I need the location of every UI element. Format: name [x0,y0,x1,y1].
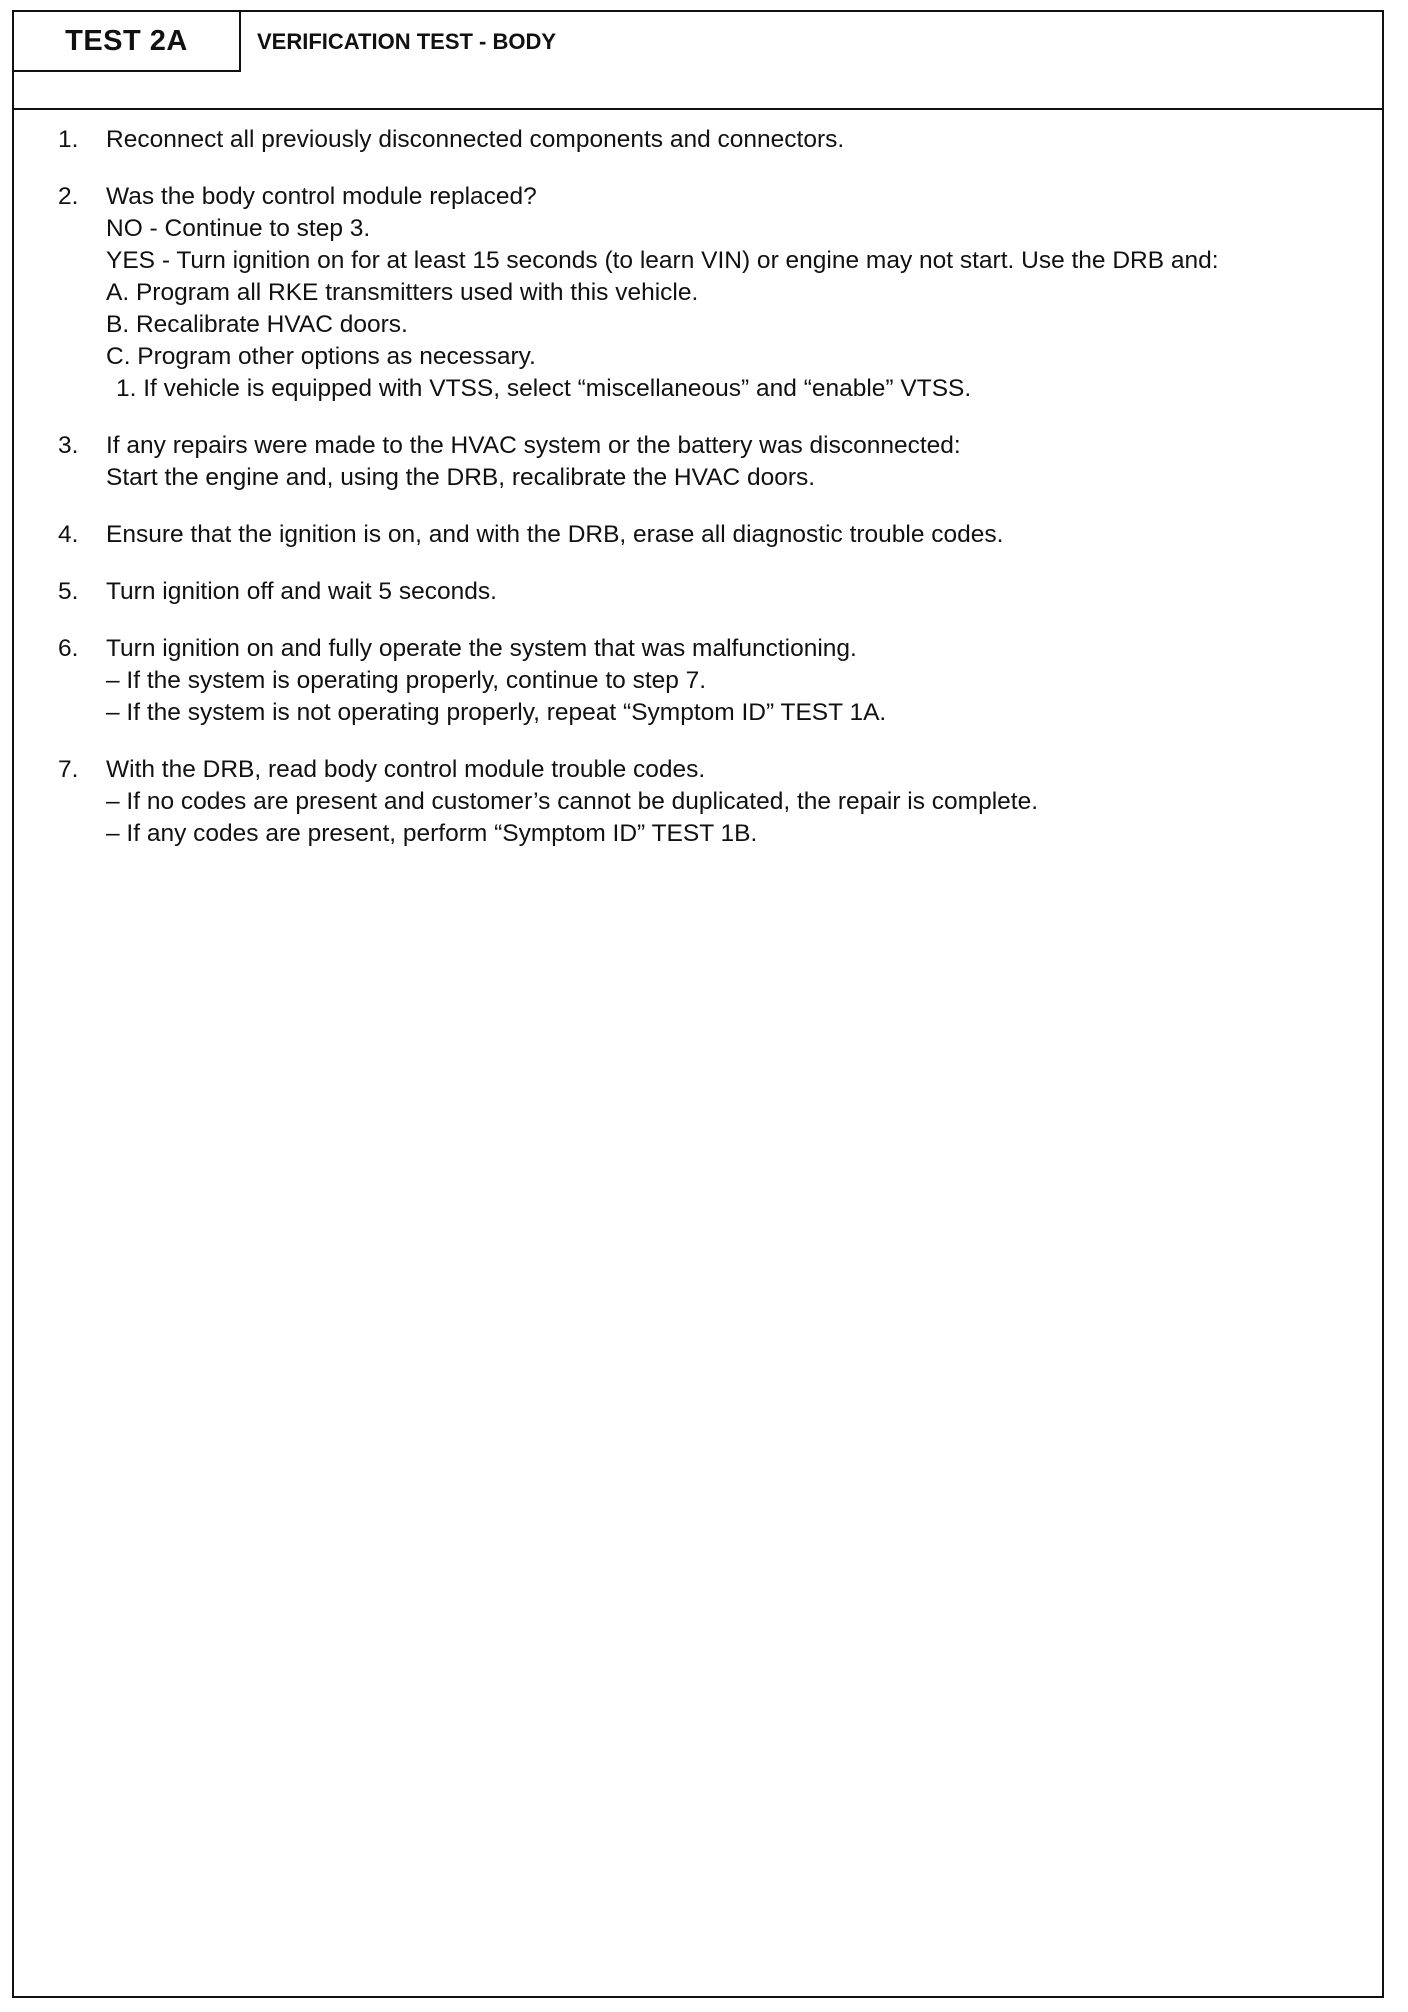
substep-a: A. Program all RKE transmitters used with this vehicle. [106,279,699,306]
step-number: 6. [58,635,79,662]
step-text: Ensure that the ignition is on, and with the DRB, erase all diagnostic trouble codes. [106,521,1004,548]
step-number: 1. [58,126,79,153]
step-text: Reconnect all previously disconnected components and connectors. [106,126,845,153]
step-7 [14,754,1382,850]
step-4 [14,519,1382,551]
yes-branch: YES - Turn ignition on for at least 15 seconds (to learn VIN) or engine may not start. Use the DRB and: [106,247,1219,274]
step-text: Turn ignition on and fully operate the system that was malfunctioning. [106,635,857,662]
bullet-item: – If any codes are present, perform “Symptom ID” TEST 1B. [106,820,758,847]
step-text-line-1: If any repairs were made to the HVAC system or the battery was disconnected: [106,432,961,459]
nested-substep: 1. If vehicle is equipped with VTSS, select “miscellaneous” and “enable” VTSS. [116,375,972,402]
step-1 [14,124,1382,156]
step-6 [14,633,1382,729]
step-text: With the DRB, read body control module trouble codes. [106,756,706,783]
step-2 [14,181,1382,405]
step-text-line-2: Start the engine and, using the DRB, recalibrate the HVAC doors. [106,464,816,491]
step-number: 2. [58,183,79,210]
substep-b: B. Recalibrate HVAC doors. [106,311,408,338]
bullet-item: – If the system is not operating properly, repeat “Symptom ID” TEST 1A. [106,699,887,726]
step-5 [14,576,1382,608]
test-header [14,12,1382,110]
step-number: 5. [58,578,79,605]
substep-c: C. Program other options as necessary. [106,343,536,370]
document-frame [12,10,1384,1998]
test-title: VERIFICATION TEST - BODY [257,29,557,54]
no-branch: NO - Continue to step 3. [106,215,371,242]
step-text: Was the body control module replaced? [106,183,537,210]
step-3 [14,430,1382,494]
bullet-item: – If the system is operating properly, continue to step 7. [106,667,707,694]
step-number: 4. [58,521,79,548]
step-number: 3. [58,432,79,459]
procedure-steps [14,124,1382,875]
bullet-item: – If no codes are present and customer’s cannot be duplicated, the repair is complete. [106,788,1039,815]
step-text: Turn ignition off and wait 5 seconds. [106,578,497,605]
step-number: 7. [58,756,79,783]
test-id-label: TEST 2A [14,12,241,72]
